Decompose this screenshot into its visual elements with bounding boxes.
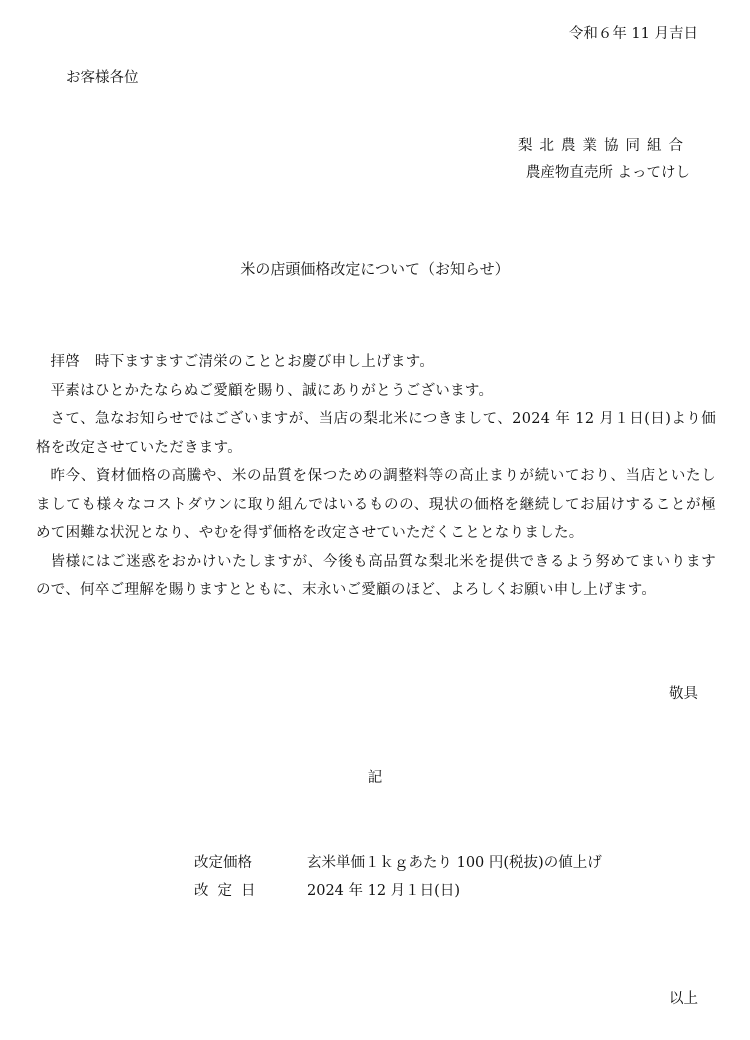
notice-heading: 記 (367, 770, 383, 786)
price-change-label: 改定価格 (194, 855, 252, 871)
revision-date-label: 改定日 (194, 883, 265, 899)
closing-word: 敬具 (669, 686, 698, 702)
price-change-value: 玄米単価１ｋｇあたり 100 円(税抜)の値上げ (307, 855, 602, 871)
end-mark: 以上 (669, 991, 698, 1007)
announcement-paragraph: さて、急なお知らせではございますが、当店の梨北米につきまして、2024 年 12 月１日(日)より価格を改定させていただきます。 (36, 411, 716, 456)
closing-paragraph: 皆様にはご迷惑をおかけいたしますが、今後も高品質な梨北米を提供できるよう努めてまいりますので、何卒ご理解を賜りますとともに、末永いご愛顧のほど、よろしくお願い申し上げます。 (36, 553, 716, 598)
thanks-paragraph: 平素はひとかたならぬご愛顧を賜り、誠にありがとうございます。 (50, 382, 494, 399)
addressee: お客様各位 (66, 70, 139, 86)
sender-shop: 農産物直売所 よってけし (525, 165, 690, 181)
reason-paragraph: 昨今、資材価格の高騰や、米の品質を保つための調整料等の高止まりが続いており、当店といたしましても様々なコストダウンに取り組んではいるものの、現状の価格を継続してお届けすることが極めて困難な状況となり、やむを得ず価格を改定させていただくこととなりました。 (36, 468, 716, 541)
greeting-paragraph: 拝啓 時下ますますご清栄のこととお慶び申し上げます。 (50, 354, 435, 370)
document-date: 令和６年 11 月吉日 (568, 26, 698, 42)
revision-date-value: 2024 年 12 月１日(日) (307, 883, 460, 899)
sender-organization: 梨北農業協同組合 (518, 138, 690, 154)
letter-body (36, 348, 716, 605)
document-title: 米の店頭価格改定について（お知らせ） (240, 260, 510, 278)
